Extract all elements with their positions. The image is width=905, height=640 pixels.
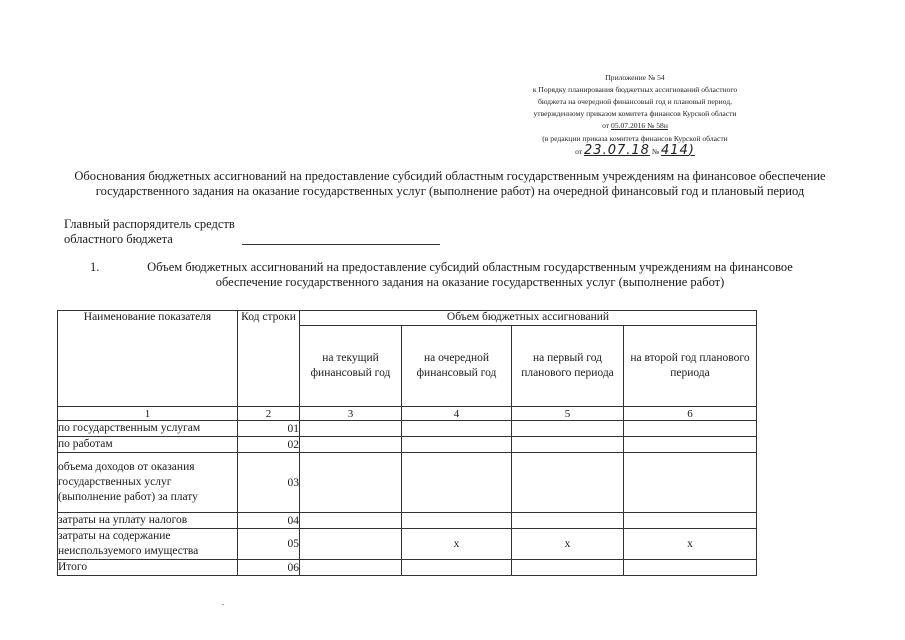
col-number: 2: [238, 407, 300, 421]
row-name: объема доходов от оказания государственных услуг (выполнение работ) за плату: [58, 453, 238, 513]
row-value: [512, 560, 624, 576]
edition-from: от: [575, 147, 585, 156]
row-value: [300, 453, 402, 513]
appendix-line: Приложение № 54: [605, 73, 665, 82]
row-code: 06: [238, 560, 300, 576]
edition-date: 23.07.18: [584, 143, 650, 158]
row-value: [300, 421, 402, 437]
row-value: [512, 437, 624, 453]
budget-table: [57, 310, 757, 576]
row-code: 02: [238, 437, 300, 453]
row-value: x: [402, 529, 512, 560]
row-code: 05: [238, 529, 300, 560]
section-number: 1.: [90, 260, 100, 274]
row-value: [402, 453, 512, 513]
chief-line-1: Главный распорядитель средств: [64, 217, 235, 231]
table-row: [58, 421, 757, 437]
header-name: Наименование показателя: [58, 311, 238, 407]
appendix-order-line: [505, 120, 765, 132]
chief-administrator-field-line: [242, 244, 440, 245]
row-value: [300, 560, 402, 576]
edition-number: 414: [660, 143, 689, 158]
edition-no: №: [649, 147, 661, 156]
appendix-edition-date-line: [505, 145, 765, 158]
col-number: 1: [58, 407, 238, 421]
row-value: [402, 560, 512, 576]
row-name: затраты на содержание неиспользуемого имущества: [58, 529, 238, 560]
header-plan-year-1: на первый год планового периода: [512, 326, 624, 407]
chief-administrator-label: [64, 217, 235, 247]
table-row: [58, 437, 757, 453]
chief-line-2: областного бюджета: [64, 232, 173, 246]
header-plan-year-2: на второй год планового периода: [624, 326, 757, 407]
appendix-line: утвержденному приказом комитета финансов Курской области: [533, 109, 737, 118]
table-row: [58, 453, 757, 513]
row-value: [300, 437, 402, 453]
row-name: Итого: [58, 560, 238, 576]
row-code: 04: [238, 513, 300, 529]
appendix-edition-line: (в редакции приказа комитета финансов Курской области: [542, 134, 728, 143]
edition-paren: ): [688, 143, 695, 158]
row-value: [624, 560, 757, 576]
appendix-block: [505, 72, 765, 158]
row-value: [512, 453, 624, 513]
row-name: затраты на уплату налогов: [58, 513, 238, 529]
appendix-line: к Порядку планирования бюджетных ассигнований областного: [532, 85, 738, 94]
col-number: 5: [512, 407, 624, 421]
col-number: 3: [300, 407, 402, 421]
row-value: [402, 437, 512, 453]
col-number: 6: [624, 407, 757, 421]
row-code: 01: [238, 421, 300, 437]
row-value: [624, 513, 757, 529]
row-code: 03: [238, 453, 300, 513]
header-next-year: на очередной финансовый год: [402, 326, 512, 407]
row-value: [402, 513, 512, 529]
row-name: по государственным услугам: [58, 421, 238, 437]
row-value: [624, 421, 757, 437]
row-value: x: [624, 529, 757, 560]
table-row: [58, 513, 757, 529]
row-value: [512, 513, 624, 529]
row-value: [512, 421, 624, 437]
row-name: по работам: [58, 437, 238, 453]
appendix-line: бюджета на очередной финансовый год и плановый период,: [538, 97, 732, 106]
appendix-from: от: [602, 121, 612, 130]
table-row: [58, 529, 757, 560]
header-group: Объем бюджетных ассигнований: [300, 311, 757, 326]
header-code: Код строки: [238, 311, 300, 407]
row-value: [300, 529, 402, 560]
row-value: [624, 453, 757, 513]
scan-speck: [222, 604, 224, 605]
table-row: [58, 560, 757, 576]
appendix-order-date: 05.07.2016 № 58н: [611, 121, 668, 130]
section-text: Объем бюджетных ассигнований на предоставление субсидий областным государственным учреждениям на финансовое обеспечение государственного задания на оказание государственных услуг (выполнение работ): [147, 260, 793, 289]
row-value: [624, 437, 757, 453]
row-value: x: [512, 529, 624, 560]
header-current-year: на текущий финансовый год: [300, 326, 402, 407]
col-number: 4: [402, 407, 512, 421]
row-value: [300, 513, 402, 529]
document-title: Обоснования бюджетных ассигнований на предоставление субсидий областным государственным учреждениям на финансовое обеспечение государственного задания на оказание государственных услуг (выполнение работ) на очередной финансовый год и плановый период: [74, 169, 826, 198]
row-value: [402, 421, 512, 437]
